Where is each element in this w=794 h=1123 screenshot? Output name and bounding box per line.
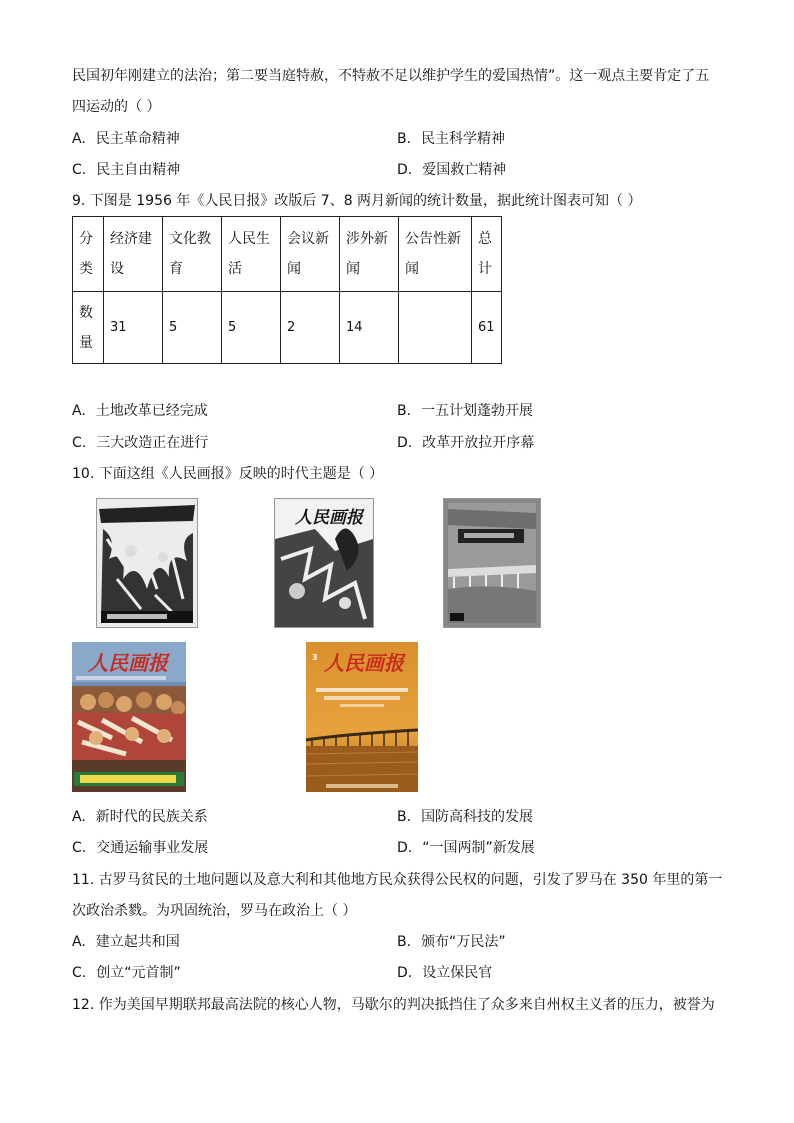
q8-option-c[interactable]: C. 民主自由精神 bbox=[72, 162, 181, 178]
table-cell: 5 bbox=[222, 292, 281, 364]
q10-stem: 10. 下面这组《人民画报》反映的时代主题是（ ） bbox=[72, 466, 384, 482]
q9-option-a[interactable]: A. 土地改革已经完成 bbox=[72, 403, 208, 419]
news-stats-table bbox=[72, 216, 502, 364]
magazine-cover-5-image bbox=[306, 642, 418, 792]
table-header-cell: 涉外新 闻 bbox=[340, 217, 399, 292]
table-cell: 61 bbox=[472, 292, 502, 364]
q11-stem-line2: 次政治杀戮。为巩固统治，罗马在政治上（ ） bbox=[72, 903, 357, 919]
table-cell: 5 bbox=[163, 292, 222, 364]
q12-stem-line1: 12. 作为美国早期联邦最高法院的核心人物，马歇尔的判决抵挡住了众多来自州权主义者的压力，被誉为 bbox=[72, 997, 715, 1013]
magazine-cover-2-image bbox=[274, 498, 374, 628]
table-header-cell: 分 类 bbox=[73, 217, 104, 292]
table-header-cell: 经济建 设 bbox=[104, 217, 163, 292]
table-cell: 2 bbox=[281, 292, 340, 364]
q11-stem-line1: 11. 古罗马贫民的土地问题以及意大利和其他地方民众获得公民权的问题，引发了罗马在 350 年里的第一 bbox=[72, 872, 723, 888]
table-cell bbox=[399, 292, 472, 364]
q11-option-b[interactable]: B. 颁布“万民法” bbox=[397, 934, 506, 950]
cover-5-masthead: 人民画报 bbox=[324, 651, 404, 675]
q10-option-a[interactable]: A. 新时代的民族关系 bbox=[72, 809, 208, 825]
q8-option-a[interactable]: A. 民主革命精神 bbox=[72, 131, 180, 147]
q11-option-c[interactable]: C. 创立“元首制” bbox=[72, 965, 181, 981]
q9-stem: 9. 下图是 1956 年《人民日报》改版后 7、8 两月新闻的统计数量，据此统计图表可知（ ） bbox=[72, 193, 642, 209]
q8-option-d[interactable]: D. 爱国救亡精神 bbox=[397, 162, 507, 178]
table-header-cell: 会议新 闻 bbox=[281, 217, 340, 292]
table-cell: 31 bbox=[104, 292, 163, 364]
q9-option-d[interactable]: D. 改革开放拉开序幕 bbox=[397, 435, 535, 451]
table-cell: 14 bbox=[340, 292, 399, 364]
table-header-cell: 人民生 活 bbox=[222, 217, 281, 292]
magazine-cover-1-image bbox=[96, 498, 198, 628]
q10-option-d[interactable]: D. “一国两制”新发展 bbox=[397, 840, 535, 856]
table-header-cell: 文化教 育 bbox=[163, 217, 222, 292]
q11-option-d[interactable]: D. 设立保民官 bbox=[397, 965, 493, 981]
table-row bbox=[73, 292, 502, 364]
magazine-cover-3-image bbox=[443, 498, 541, 628]
cover-4-masthead: 人民画报 bbox=[88, 651, 168, 675]
q8-stem-line2: 四运动的（ ） bbox=[72, 99, 161, 115]
q9-option-b[interactable]: B. 一五计划蓬勃开展 bbox=[397, 403, 534, 419]
table-header-cell: 公告性新 闻 bbox=[399, 217, 472, 292]
table-row-label: 数 量 bbox=[73, 292, 104, 364]
q9-option-c[interactable]: C. 三大改造正在进行 bbox=[72, 435, 209, 451]
q11-option-a[interactable]: A. 建立起共和国 bbox=[72, 934, 180, 950]
q8-option-b[interactable]: B. 民主科学精神 bbox=[397, 131, 506, 147]
q8-stem-line1: 民国初年刚建立的法治；第二要当庭特赦，不特赦不足以维护学生的爱国热情”。这一观点主要肯定了五 bbox=[72, 68, 710, 84]
magazine-cover-4-image bbox=[72, 642, 186, 792]
table-header-cell: 总 计 bbox=[472, 217, 502, 292]
cover-5-issue: 3 bbox=[312, 653, 318, 662]
cover-2-masthead: 人民画报 bbox=[295, 508, 363, 528]
q10-option-b[interactable]: B. 国防高科技的发展 bbox=[397, 809, 534, 825]
table-header-row bbox=[73, 217, 502, 292]
q10-option-c[interactable]: C. 交通运输事业发展 bbox=[72, 840, 209, 856]
